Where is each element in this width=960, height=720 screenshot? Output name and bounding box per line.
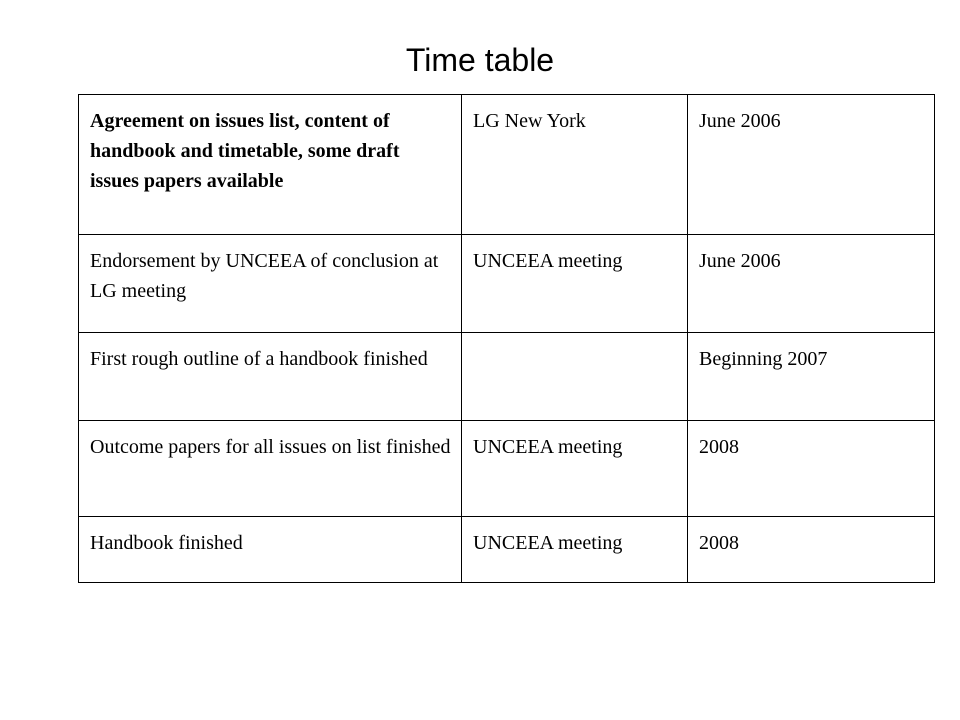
event-cell: LG New York [462,95,688,235]
task-cell: Outcome papers for all issues on list finished [79,421,462,517]
date-cell: 2008 [688,517,935,583]
event-cell: UNCEEA meeting [462,421,688,517]
table-row [79,421,935,517]
task-cell: Endorsement by UNCEEA of conclusion at LG meeting [79,235,462,333]
table-row [79,517,935,583]
date-cell: Beginning 2007 [688,333,935,421]
table-row [79,95,935,235]
task-cell: Handbook finished [79,517,462,583]
event-cell: UNCEEA meeting [462,235,688,333]
page-title: Time table [405,42,555,78]
task-cell: Agreement on issues list, content of handbook and timetable, some draft issues papers available [79,95,462,235]
timetable [78,94,935,583]
task-cell: First rough outline of a handbook finished [79,333,462,421]
date-cell: June 2006 [688,95,935,235]
date-cell: June 2006 [688,235,935,333]
event-cell [462,333,688,421]
date-cell: 2008 [688,421,935,517]
table-row [79,235,935,333]
event-cell: UNCEEA meeting [462,517,688,583]
table-row [79,333,935,421]
